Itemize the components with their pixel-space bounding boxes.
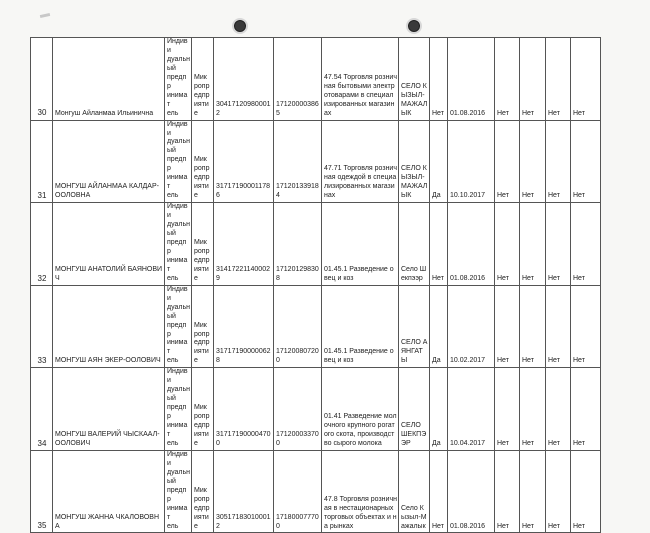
flag-cell: Нет	[520, 368, 546, 451]
inn-number: 171200033700	[274, 368, 322, 451]
binder-hole-icon	[234, 20, 246, 32]
new-flag: Да	[430, 368, 448, 451]
flag-cell: Нет	[495, 285, 520, 368]
scan-mark	[40, 13, 50, 18]
flag-cell: Нет	[495, 203, 520, 286]
location-name: СЕЛО КЫЗЫЛ-МАЖАЛЫК	[399, 38, 430, 121]
row-number: 32	[31, 203, 53, 286]
entity-type: Индиви дуальн ый предпр инимат ель	[165, 203, 192, 286]
inclusion-date: 01.08.2016	[448, 38, 495, 121]
flag-cell: Нет	[571, 285, 601, 368]
inn-number: 171201339184	[274, 120, 322, 203]
location-name: Село Кызыл-Мажалык	[399, 450, 430, 533]
table-row	[31, 450, 601, 533]
inn-number: 171200003865	[274, 38, 322, 121]
flag-cell: Нет	[546, 120, 571, 203]
registry-body	[31, 38, 601, 533]
business-category: Мик ропр едпр ияти е	[192, 368, 214, 451]
table-row	[31, 38, 601, 121]
entity-type: Индиви дуальн ый предпр инимат ель	[165, 285, 192, 368]
location-name: СЕЛО АЯНГАТЫ	[399, 285, 430, 368]
ogrnip-number: 317171900000628	[214, 285, 274, 368]
new-flag: Нет	[430, 203, 448, 286]
flag-cell: Нет	[495, 38, 520, 121]
ogrnip-number: 314172211400029	[214, 203, 274, 286]
flag-cell: Нет	[546, 450, 571, 533]
inclusion-date: 01.08.2016	[448, 203, 495, 286]
entrepreneur-name: Монгуш Айланмаа Ильинична	[53, 38, 165, 121]
flag-cell: Нет	[520, 285, 546, 368]
row-number: 35	[31, 450, 53, 533]
activity-code: 47.8 Торговля розничная в нестационарных торговых объектах и на рынках	[322, 450, 399, 533]
inclusion-date: 10.02.2017	[448, 285, 495, 368]
entity-type: Индиви дуальн ый предпр инимат ель	[165, 450, 192, 533]
flag-cell: Нет	[520, 450, 546, 533]
location-name: Село Шекпээр	[399, 203, 430, 286]
new-flag: Нет	[430, 38, 448, 121]
entity-type: Индиви дуальн ый предпр инимат ель	[165, 120, 192, 203]
flag-cell: Нет	[571, 450, 601, 533]
entrepreneur-name: МОНГУШ ВАЛЕРИЙ ЧЫСКААЛ-ООЛОВИЧ	[53, 368, 165, 451]
table-row	[31, 368, 601, 451]
business-category: Мик ропр едпр ияти е	[192, 285, 214, 368]
inclusion-date: 10.10.2017	[448, 120, 495, 203]
business-category: Мик ропр едпр ияти е	[192, 38, 214, 121]
row-number: 34	[31, 368, 53, 451]
ogrnip-number: 304171209800012	[214, 38, 274, 121]
activity-code: 01.41 Разведение молочного крупного рогатого скота, производство сырого молока	[322, 368, 399, 451]
flag-cell: Нет	[546, 285, 571, 368]
inclusion-date: 10.04.2017	[448, 368, 495, 451]
inn-number: 171200807200	[274, 285, 322, 368]
flag-cell: Нет	[520, 203, 546, 286]
inn-number: 171800077700	[274, 450, 322, 533]
entrepreneur-name: МОНГУШ АНАТОЛИЙ БАЯНОВИЧ	[53, 203, 165, 286]
entrepreneur-name: МОНГУШ ЖАННА ЧКАЛОВОВНА	[53, 450, 165, 533]
ogrnip-number: 317171900011786	[214, 120, 274, 203]
new-flag: Нет	[430, 450, 448, 533]
binder-hole-icon	[408, 20, 420, 32]
entity-type: Индиви дуальн ый предпр инимат ель	[165, 368, 192, 451]
entrepreneur-name: МОНГУШ АЙЛАНМАА КАЛДАР-ООЛОВНА	[53, 120, 165, 203]
flag-cell: Нет	[546, 368, 571, 451]
flag-cell: Нет	[520, 120, 546, 203]
table-row	[31, 120, 601, 203]
ogrnip-number: 305171830100012	[214, 450, 274, 533]
table-row	[31, 203, 601, 286]
flag-cell: Нет	[571, 120, 601, 203]
business-category: Мик ропр едпр ияти е	[192, 203, 214, 286]
flag-cell: Нет	[495, 120, 520, 203]
flag-cell: Нет	[571, 368, 601, 451]
sme-registry-table	[30, 37, 601, 533]
row-number: 33	[31, 285, 53, 368]
flag-cell: Нет	[495, 450, 520, 533]
activity-code: 47.54 Торговля розничная бытовыми электротоварами в специализированных магазинах	[322, 38, 399, 121]
activity-code: 01.45.1 Разведение овец и коз	[322, 203, 399, 286]
ogrnip-number: 317171900004700	[214, 368, 274, 451]
activity-code: 01.45.1 Разведение овец и коз	[322, 285, 399, 368]
flag-cell: Нет	[571, 38, 601, 121]
inn-number: 171201298308	[274, 203, 322, 286]
flag-cell: Нет	[546, 38, 571, 121]
row-number: 31	[31, 120, 53, 203]
location-name: СЕЛО ШЕКПЭЭР	[399, 368, 430, 451]
flag-cell: Нет	[520, 38, 546, 121]
entrepreneur-name: МОНГУШ АЯН ЭКЕР-ООЛОВИЧ	[53, 285, 165, 368]
activity-code: 47.71 Торговля розничная одеждой в специализированных магазинах	[322, 120, 399, 203]
inclusion-date: 01.08.2016	[448, 450, 495, 533]
flag-cell: Нет	[546, 203, 571, 286]
location-name: СЕЛО КЫЗЫЛ-МАЖАЛЫК	[399, 120, 430, 203]
flag-cell: Нет	[571, 203, 601, 286]
entity-type: Индиви дуальн ый предпр инимат ель	[165, 38, 192, 121]
page-header-area	[0, 0, 650, 40]
business-category: Мик ропр едпр ияти е	[192, 450, 214, 533]
new-flag: Да	[430, 285, 448, 368]
new-flag: Да	[430, 120, 448, 203]
business-category: Мик ропр едпр ияти е	[192, 120, 214, 203]
row-number: 30	[31, 38, 53, 121]
table-row	[31, 285, 601, 368]
flag-cell: Нет	[495, 368, 520, 451]
